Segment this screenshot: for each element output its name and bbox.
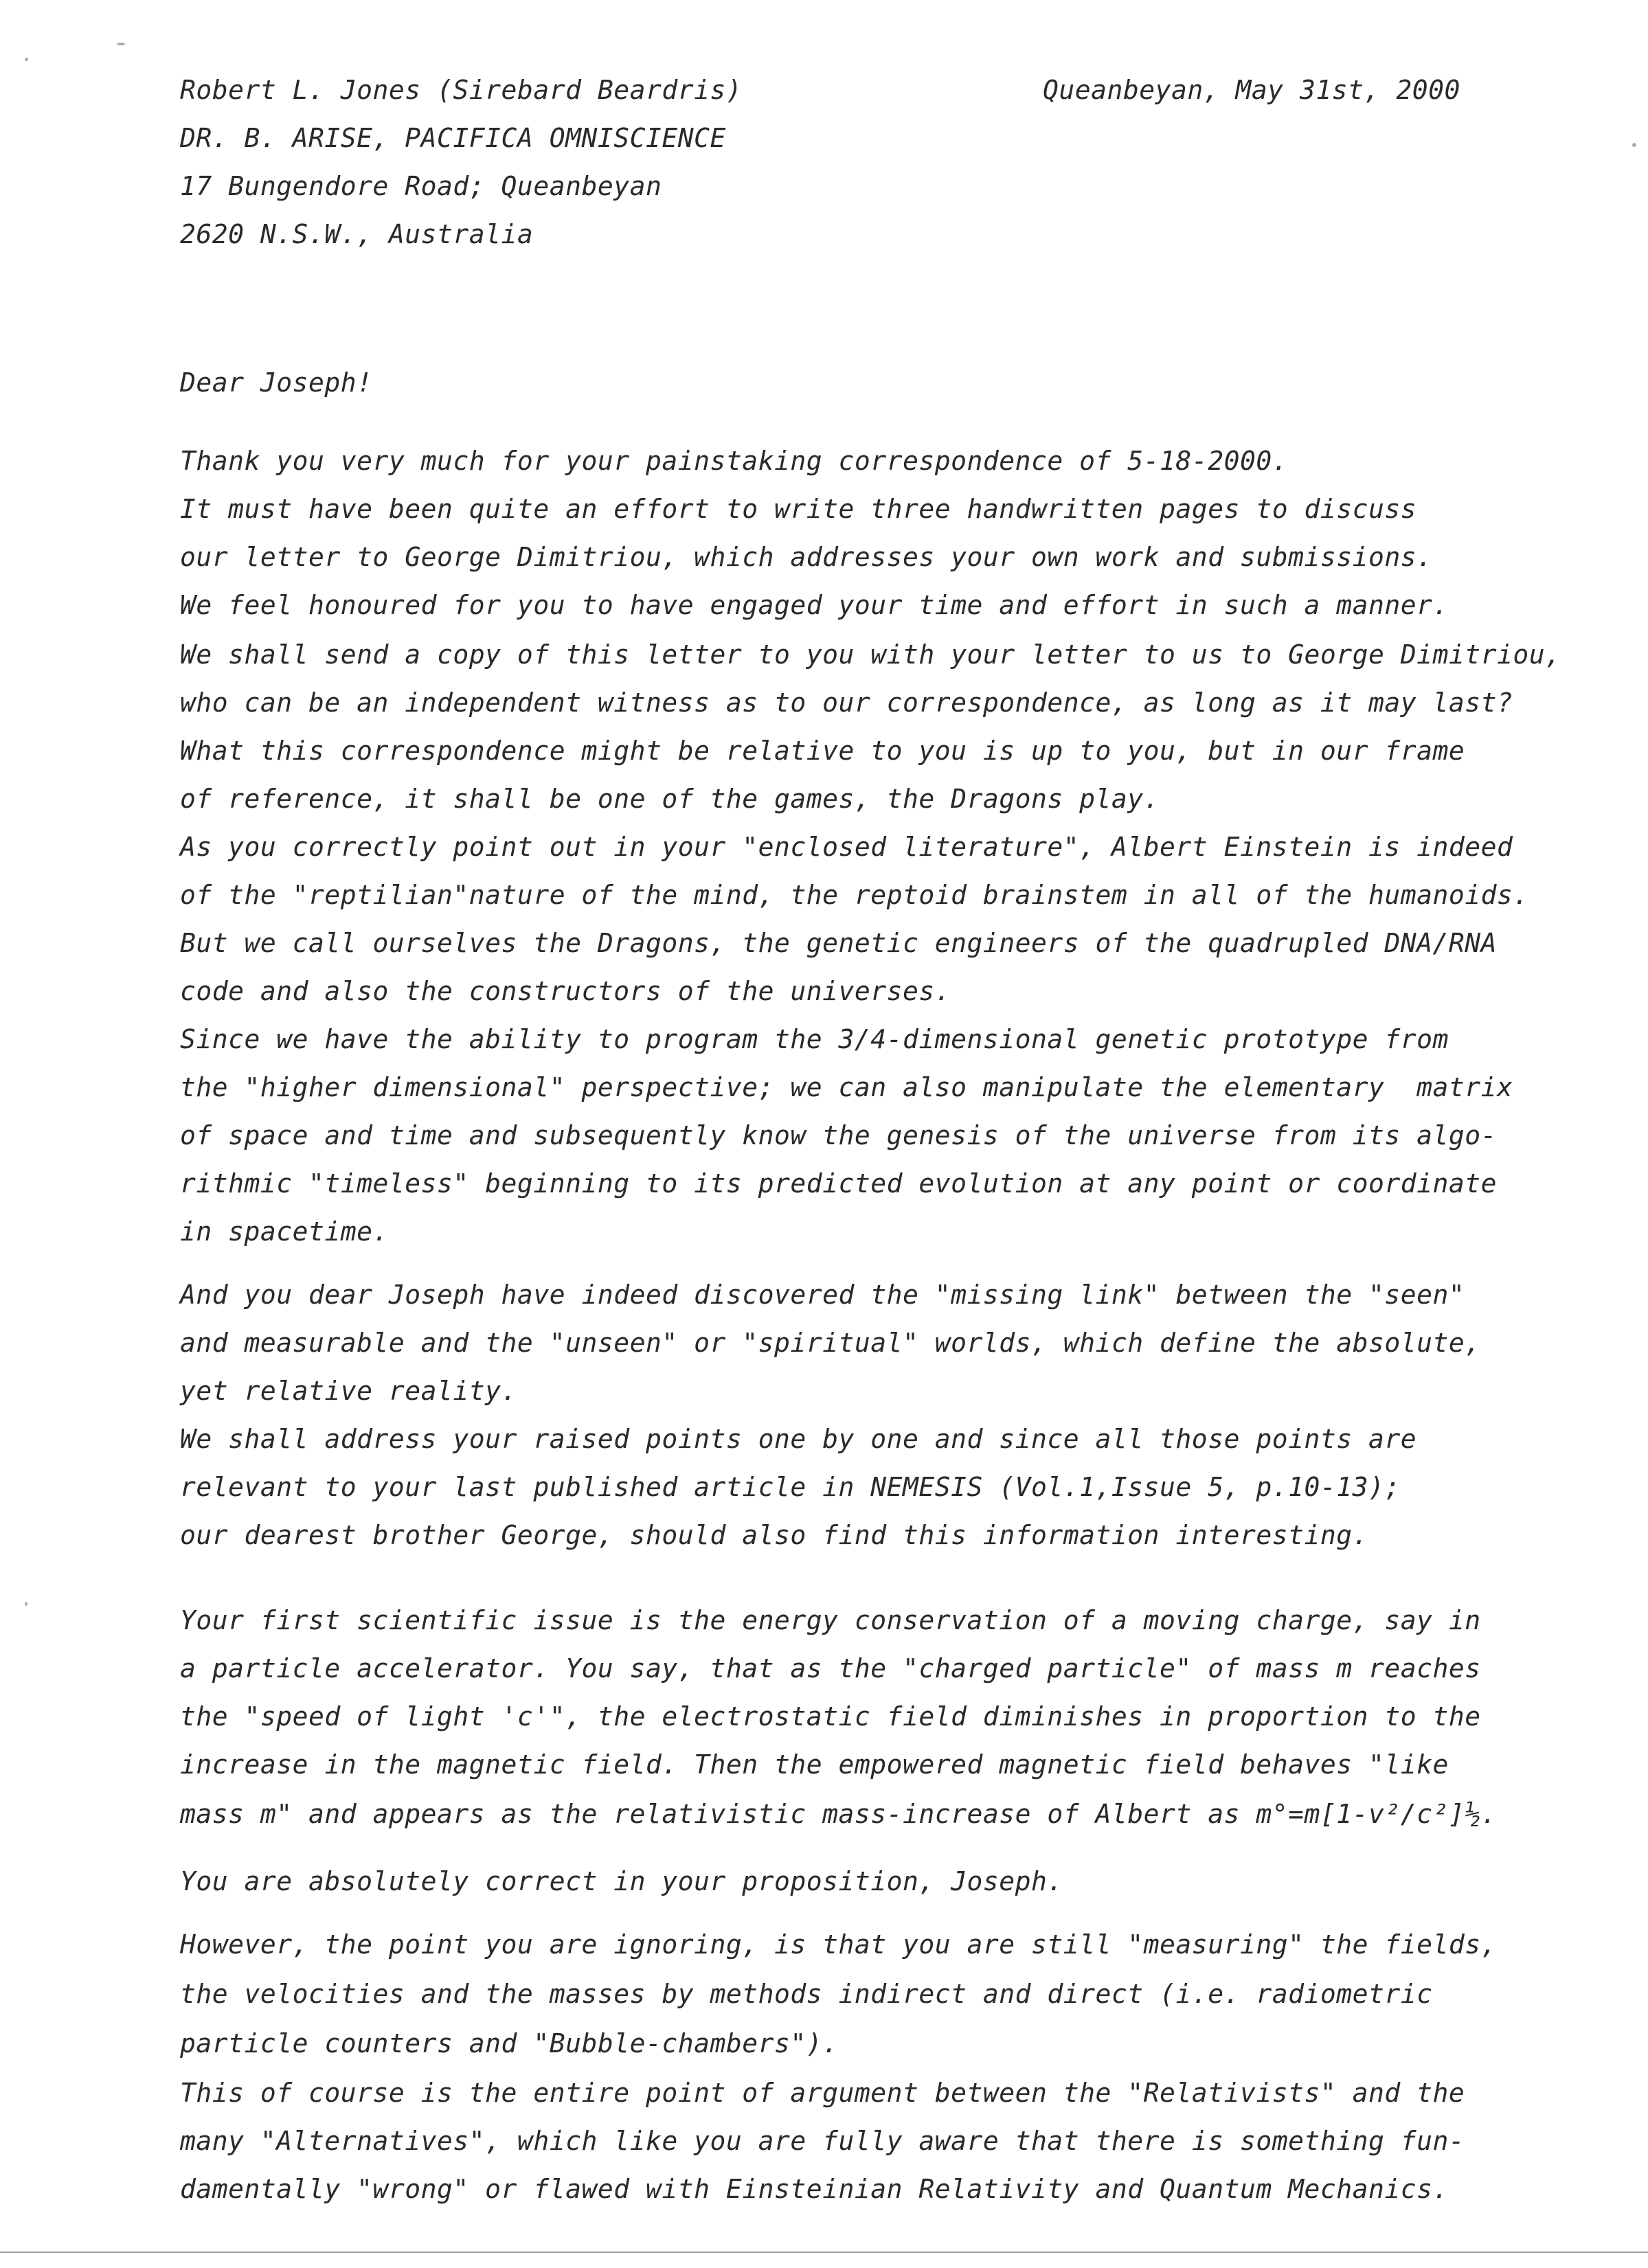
- body-line: increase in the magnetic field. Then the empowered magnetic field behaves "like: [180, 1749, 1449, 1780]
- scan-speck: [25, 58, 28, 61]
- body-line: mass m" and appears as the relativistic mass-increase of Albert as m°=m[1-v²/c²]½.: [180, 1799, 1497, 1829]
- body-line: Since we have the ability to program the 3/4-dimensional genetic prototype from: [180, 1024, 1449, 1054]
- page-bottom-edge: [0, 2252, 1648, 2253]
- body-line: code and also the constructors of the universes.: [180, 976, 951, 1006]
- body-line: What this correspondence might be relative to you is up to you, but in our frame: [180, 736, 1465, 766]
- body-line: yet relative reality.: [180, 1376, 517, 1406]
- body-line: of the "reptilian"nature of the mind, the reptoid brainstem in all of the humanoids.: [180, 880, 1529, 910]
- body-line: of space and time and subsequently know the genesis of the universe from its algo-: [180, 1120, 1497, 1150]
- body-line: who can be an independent witness as to our correspondence, as long as it may last?: [180, 688, 1513, 718]
- body-line: of reference, it shall be one of the games, the Dragons play.: [180, 784, 1160, 814]
- body-line: a particle accelerator. You say, that as the "charged particle" of mass m reaches: [180, 1653, 1481, 1683]
- body-line: and measurable and the "unseen" or "spiritual" worlds, which define the absolute,: [180, 1328, 1481, 1358]
- body-line: our dearest brother George, should also find this information interesting.: [180, 1520, 1368, 1550]
- body-line: You are absolutely correct in your proposition, Joseph.: [180, 1866, 1063, 1896]
- body-line: the velocities and the masses by methods indirect and direct (i.e. radiometric: [180, 1979, 1433, 2009]
- body-line: many "Alternatives", which like you are fully aware that there is something fun-: [180, 2126, 1465, 2156]
- body-line: rithmic "timeless" beginning to its predicted evolution at any point or coordinate: [180, 1168, 1497, 1199]
- body-line: We feel honoured for you to have engaged your time and effort in such a manner.: [180, 590, 1449, 620]
- body-line: This of course is the entire point of argument between the "Relativists" and the: [180, 2078, 1465, 2108]
- body-line: relevant to your last published article in NEMESIS (Vol.1,Issue 5, p.10-13);: [180, 1472, 1401, 1502]
- scan-speck: [25, 1602, 27, 1606]
- body-line: As you correctly point out in your "enclosed literature", Albert Einstein is indeed: [180, 832, 1513, 862]
- body-line: It must have been quite an effort to write three handwritten pages to discuss: [180, 494, 1417, 524]
- body-line: And you dear Joseph have indeed discovered the "missing link" between the "seen": [180, 1280, 1465, 1310]
- sender-organization: DR. B. ARISE, PACIFICA OMNISCIENCE: [180, 123, 726, 153]
- body-line: We shall send a copy of this letter to you with your letter to us to George Dimitriou,: [180, 639, 1561, 670]
- body-line: our letter to George Dimitriou, which addresses your own work and submissions.: [180, 542, 1433, 572]
- body-line: the "higher dimensional" perspective; we can also manipulate the elementary matrix: [180, 1072, 1513, 1102]
- body-line: in spacetime.: [180, 1216, 389, 1247]
- sender-name: Robert L. Jones (Sirebard Beardris): [180, 75, 743, 105]
- salutation: Dear Joseph!: [180, 367, 373, 398]
- body-line: damentally "wrong" or flawed with Einsteinian Relativity and Quantum Mechanics.: [180, 2174, 1449, 2204]
- scan-speck: [117, 43, 125, 45]
- body-line: particle counters and "Bubble-chambers").: [180, 2028, 839, 2059]
- body-line: However, the point you are ignoring, is that you are still "measuring" the fields,: [180, 1929, 1497, 1960]
- body-line: Your first scientific issue is the energy conservation of a moving charge, say in: [180, 1605, 1481, 1635]
- body-line: the "speed of light 'c'", the electrostatic field diminishes in proportion to the: [180, 1701, 1481, 1732]
- body-line: We shall address your raised points one by one and since all those points are: [180, 1424, 1417, 1454]
- sender-street: 17 Bungendore Road; Queanbeyan: [180, 171, 662, 201]
- body-line: Thank you very much for your painstaking correspondence of 5-18-2000.: [180, 446, 1289, 476]
- letter-date: Queanbeyan, May 31st, 2000: [1043, 75, 1460, 105]
- sender-postcode: 2620 N.S.W., Australia: [180, 219, 534, 249]
- scan-speck: [1632, 143, 1636, 147]
- body-line: But we call ourselves the Dragons, the genetic engineers of the quadrupled DNA/RNA: [180, 928, 1497, 958]
